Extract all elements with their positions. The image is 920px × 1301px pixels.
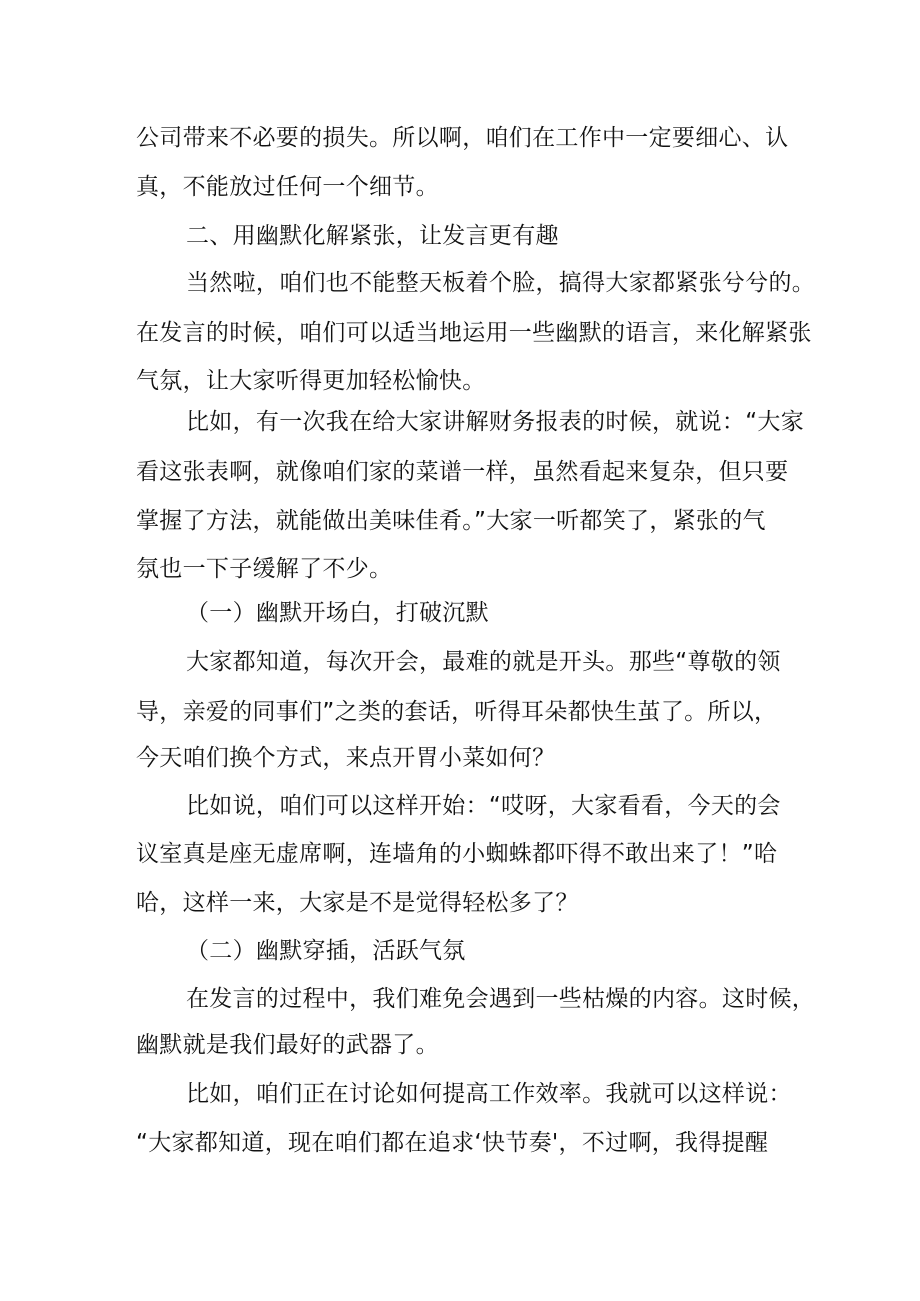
text-line-20: 幽默就是我们最好的武器了。 <box>136 1032 439 1058</box>
text-line-14: 今天咱们换个方式，来点开胃小菜如何？ <box>136 745 556 771</box>
text-line-1: 公司带来不必要的损失。所以啊，咱们在工作中一定要细心、认 <box>136 125 789 151</box>
text-line-16: 议室真是座无虚席啊，连墙角的小蜘蛛都吓得不敢出来了！”哈 <box>136 841 778 867</box>
text-line-10: 氛也一下子缓解了不少。 <box>136 556 393 582</box>
subsection-heading-1: （一）幽默开场白，打破沉默 <box>186 600 489 626</box>
text-line-12: 大家都知道，每次开会，最难的就是开头。那些“尊敬的领 <box>186 649 781 675</box>
text-line-21: 比如，咱们正在讨论如何提高工作效率。我就可以这样说： <box>186 1081 792 1107</box>
section-heading-2: 二、用幽默化解紧张，让发言更有趣 <box>186 223 559 249</box>
text-line-15: 比如说，咱们可以这样开始：“哎呀，大家看看，今天的会 <box>186 793 781 819</box>
text-line-7: 比如，有一次我在给大家讲解财务报表的时候，就说：“大家 <box>186 409 805 435</box>
text-line-6: 气氛，让大家听得更加轻松愉快。 <box>136 368 486 394</box>
text-line-19: 在发言的过程中，我们难免会遇到一些枯燥的内容。这时候， <box>186 986 816 1012</box>
text-line-8: 看这张表啊，就像咱们家的菜谱一样，虽然看起来复杂，但只要 <box>136 459 789 485</box>
text-line-5: 在发言的时候，咱们可以适当地运用一些幽默的语言，来化解紧张 <box>136 320 812 346</box>
subsection-heading-2: （二）幽默穿插，活跃气氛 <box>186 938 466 964</box>
text-line-4: 当然啦，咱们也不能整天板着个脸，搞得大家都紧张兮兮的。 <box>186 270 816 296</box>
text-line-17: 哈，这样一来，大家是不是觉得轻松多了？ <box>136 890 579 916</box>
text-line-2: 真，不能放过任何一个细节。 <box>136 174 439 200</box>
text-line-22: “大家都知道，现在咱们都在追求‘快节奏'，不过啊，我得提醒 <box>136 1130 769 1156</box>
text-line-9: 掌握了方法，就能做出美味佳肴。”大家一听都笑了，紧张的气 <box>136 508 766 534</box>
text-line-13: 导，亲爱的同事们”之类的套话，听得耳朵都快生茧了。所以， <box>136 699 778 725</box>
